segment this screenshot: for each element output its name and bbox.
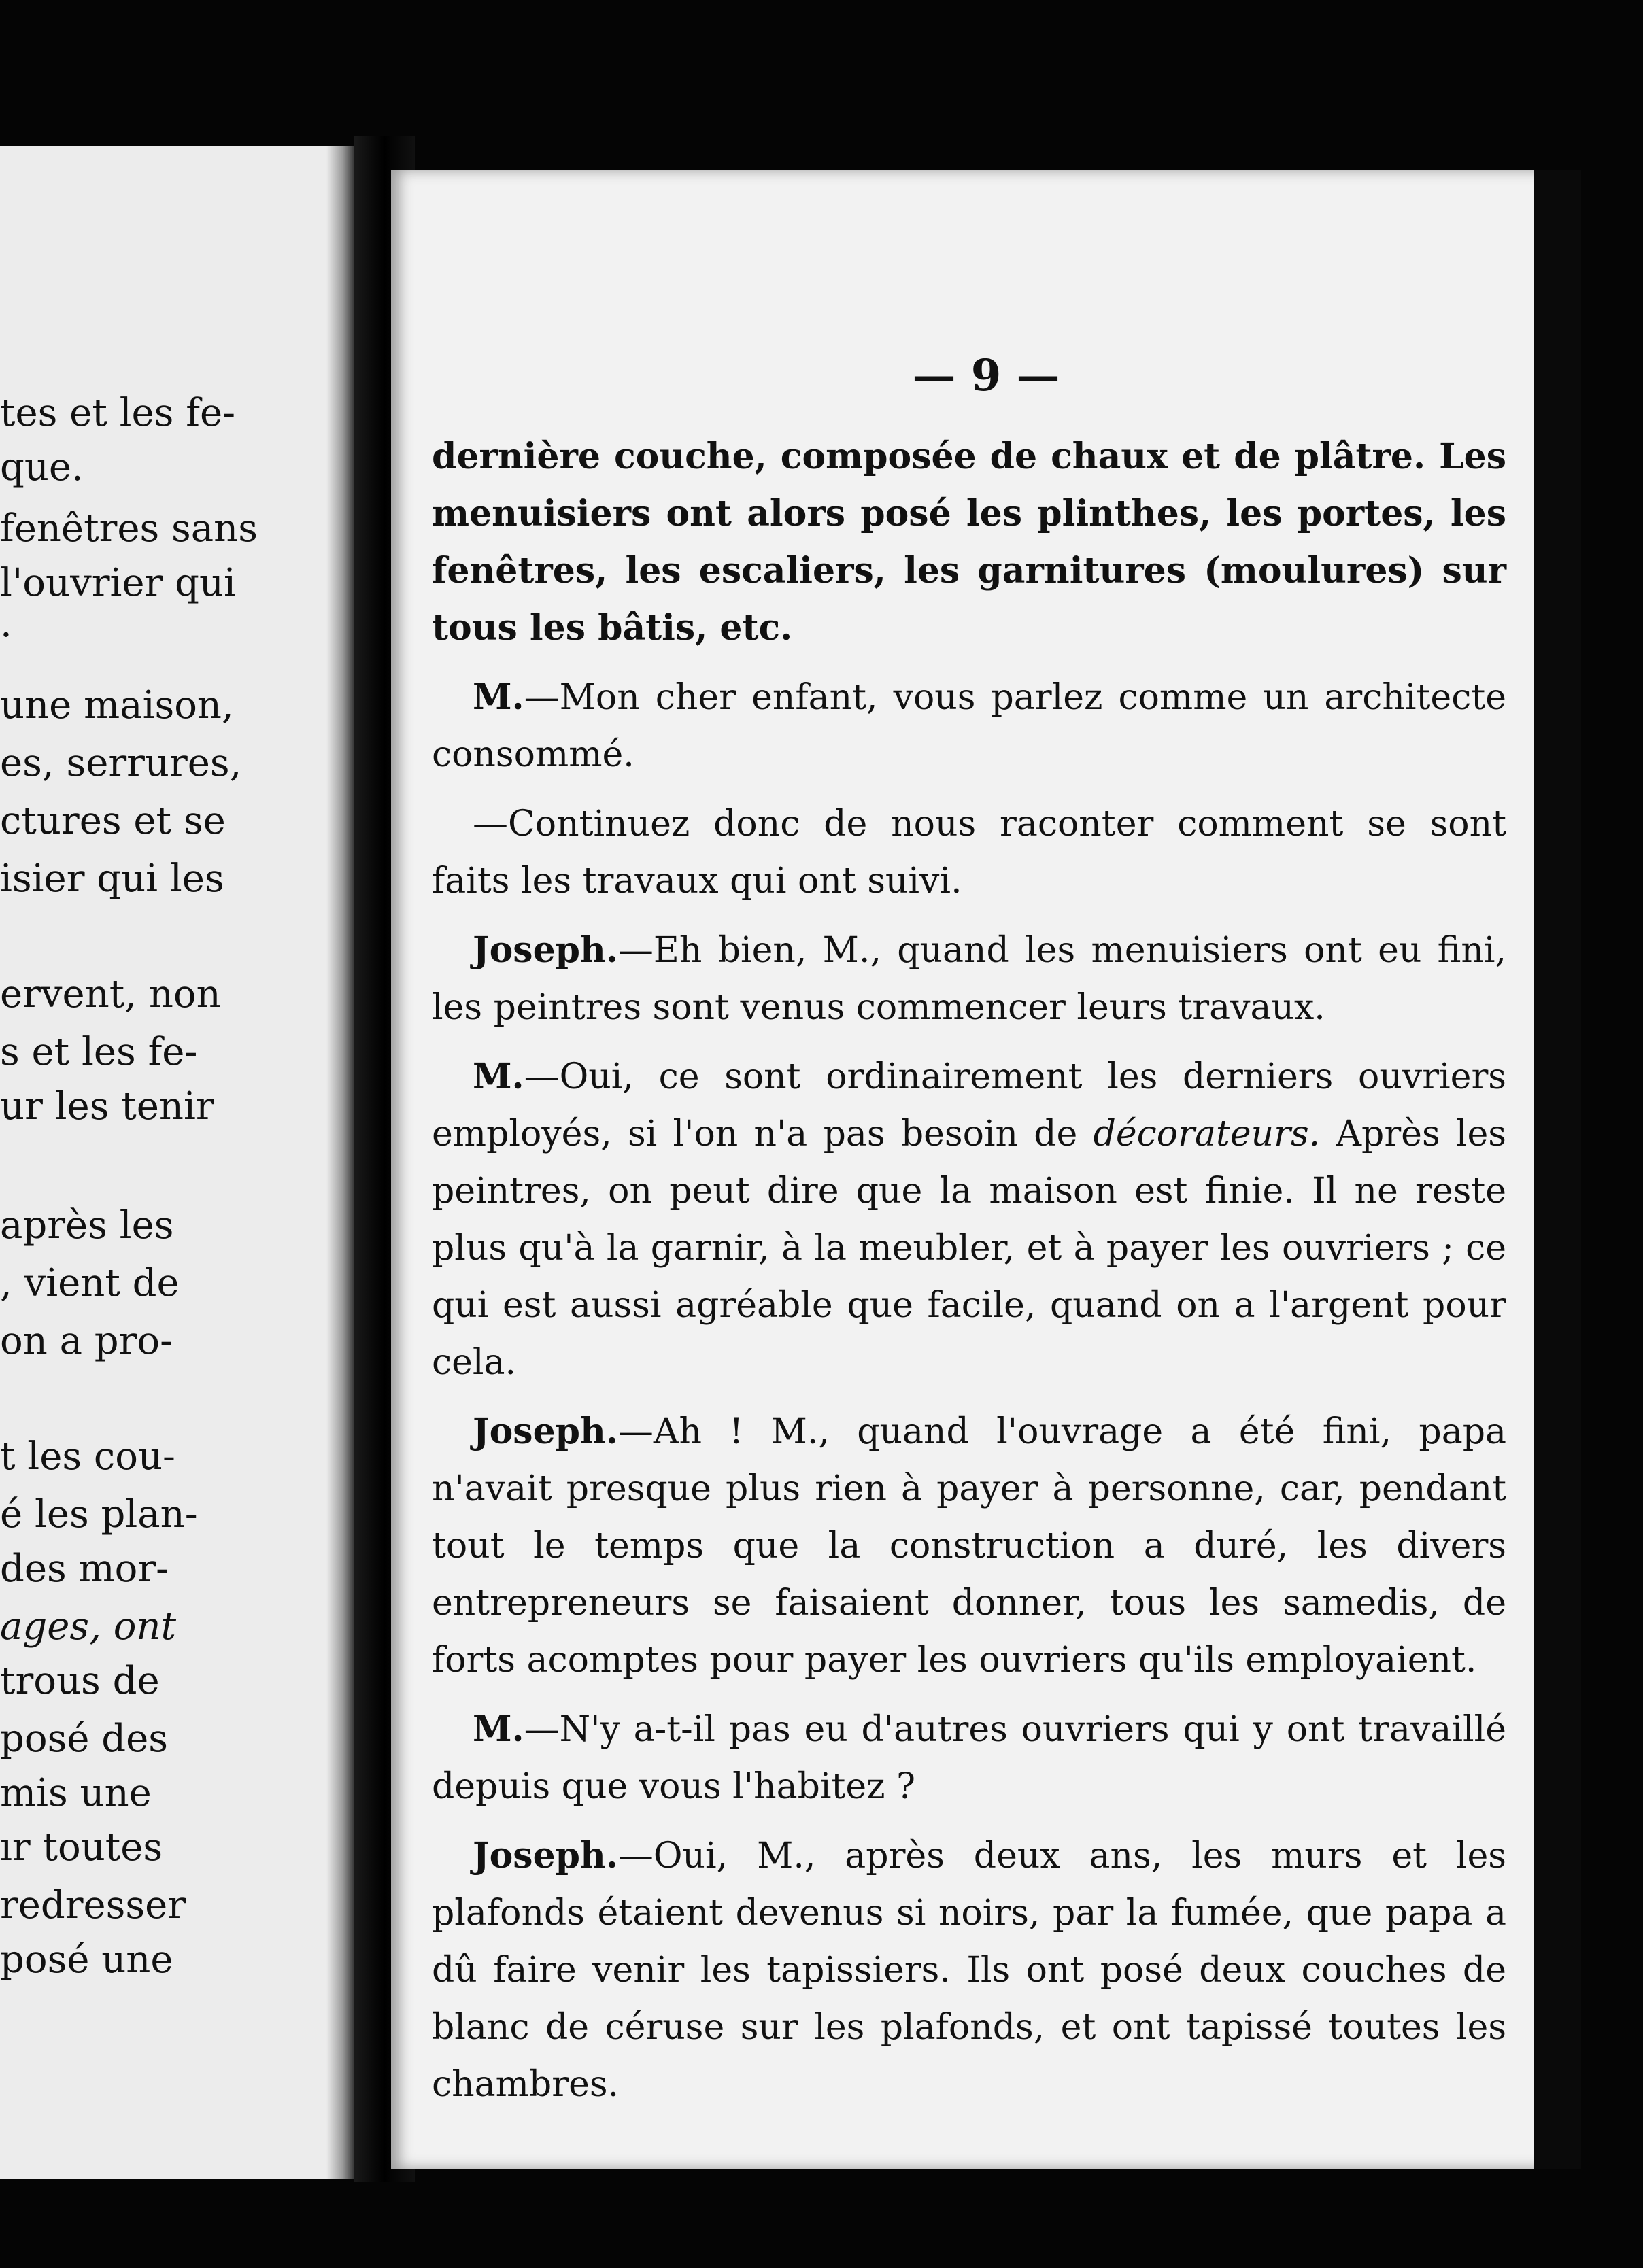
left-line: on a pro- bbox=[0, 1319, 173, 1363]
paragraph-text: —Oui, M., après deux ans, les murs et les plafonds étaient devenus si noirs, par la fumée, que papa a dû faire venir les tapissiers. Ils ont posé deux couches de blanc de céruse sur les plafonds, et ont tapissé toutes les chambres. bbox=[432, 1836, 1506, 2105]
left-line: ur les tenir bbox=[0, 1084, 214, 1129]
paragraph bbox=[432, 795, 1506, 910]
left-page-gutter bbox=[326, 146, 354, 2179]
paragraph-text: —Oui, ce sont ordinairement les derniers ouvriers employés, si l'on n'a pas besoin de bbox=[432, 1056, 1506, 1154]
right-page bbox=[391, 170, 1581, 2169]
paragraph-text: —N'y a-t-il pas eu d'autres ouvriers qui y ont travaillé depuis que vous l'habitez ? bbox=[432, 1709, 1506, 1807]
left-line: ages, ont bbox=[0, 1604, 176, 1649]
left-line: t les cou- bbox=[0, 1434, 175, 1479]
paragraph-text: —Mon cher enfant, vous parlez comme un architecte consommé. bbox=[432, 677, 1506, 775]
paragraph bbox=[432, 922, 1506, 1036]
left-line: mis une bbox=[0, 1771, 152, 1815]
left-line: ır toutes bbox=[0, 1825, 163, 1870]
speaker-label: Joseph. bbox=[473, 1411, 618, 1452]
left-line: posé une bbox=[0, 1938, 173, 1982]
left-line: s et les fe- bbox=[0, 1030, 198, 1074]
paragraph-text: —Eh bien, M., quand les menuisiers ont eu fini, les peintres sont venus commencer leurs travaux. bbox=[432, 930, 1506, 1028]
body-text bbox=[432, 428, 1506, 2125]
speaker-label: Joseph. bbox=[473, 929, 618, 971]
paragraph-text: —Continuez donc de nous raconter comment se sont faits les travaux qui ont suivi. bbox=[432, 804, 1506, 901]
speaker-label: Joseph. bbox=[473, 1835, 618, 1876]
left-line: après les bbox=[0, 1203, 174, 1248]
left-line: l'ouvrier qui bbox=[0, 561, 236, 605]
page-edge-shadow bbox=[1534, 170, 1581, 2169]
left-line: es, serrures, bbox=[0, 741, 242, 785]
left-line: une maison, bbox=[0, 683, 234, 727]
left-line: redresser bbox=[0, 1883, 186, 1927]
left-line: fenêtres sans bbox=[0, 506, 258, 551]
paragraph-text: Après les peintres, on peut dire que la maison est finie. Il ne reste plus qu'à la garnir, à la meubler, et à payer les ouvriers ; ce qui est aussi agréable que facile, quand on a l'argent pour cela. bbox=[432, 1114, 1506, 1383]
left-line: tes et les fe- bbox=[0, 391, 236, 435]
paragraph bbox=[432, 1827, 1506, 2113]
left-line: ctures et se bbox=[0, 799, 226, 843]
left-line: . bbox=[0, 602, 12, 646]
speaker-label: M. bbox=[473, 676, 524, 718]
left-line: des mor- bbox=[0, 1547, 169, 1591]
paragraph-text: dernière couche, composée de chaux et de plâtre. Les menuisiers ont alors posé les plinthes, les portes, les fenêtres, les escaliers, les garnitures (moulures) sur tous les bâtis, etc. bbox=[432, 436, 1506, 649]
page-number: — 9 — bbox=[912, 350, 1060, 401]
left-line: ervent, non bbox=[0, 972, 221, 1016]
paragraph bbox=[432, 669, 1506, 783]
left-line: , vient de bbox=[0, 1261, 180, 1305]
paragraph-text: —Ah ! M., quand l'ouvrage a été fini, papa n'avait presque plus rien à payer à personne, car, pendant tout le temps que la construction a duré, les divers entrepreneurs se faisaient donner, tous les samedis, de forts acomptes pour payer les ouvriers qu'ils employaient. bbox=[432, 1411, 1506, 1681]
paragraph bbox=[432, 1403, 1506, 1689]
paragraph bbox=[432, 1048, 1506, 1391]
left-line: posé des bbox=[0, 1717, 168, 1761]
left-facing-page bbox=[0, 146, 354, 2179]
emphasized-word: décorateurs. bbox=[1093, 1114, 1321, 1154]
speaker-label: M. bbox=[473, 1056, 524, 1097]
speaker-label: M. bbox=[473, 1708, 524, 1750]
left-line: trous de bbox=[0, 1659, 160, 1703]
left-line: é les plan- bbox=[0, 1492, 198, 1536]
left-line: que. bbox=[0, 445, 84, 489]
paragraph bbox=[432, 428, 1506, 657]
paragraph bbox=[432, 1701, 1506, 1815]
left-line: isier qui les bbox=[0, 857, 224, 901]
